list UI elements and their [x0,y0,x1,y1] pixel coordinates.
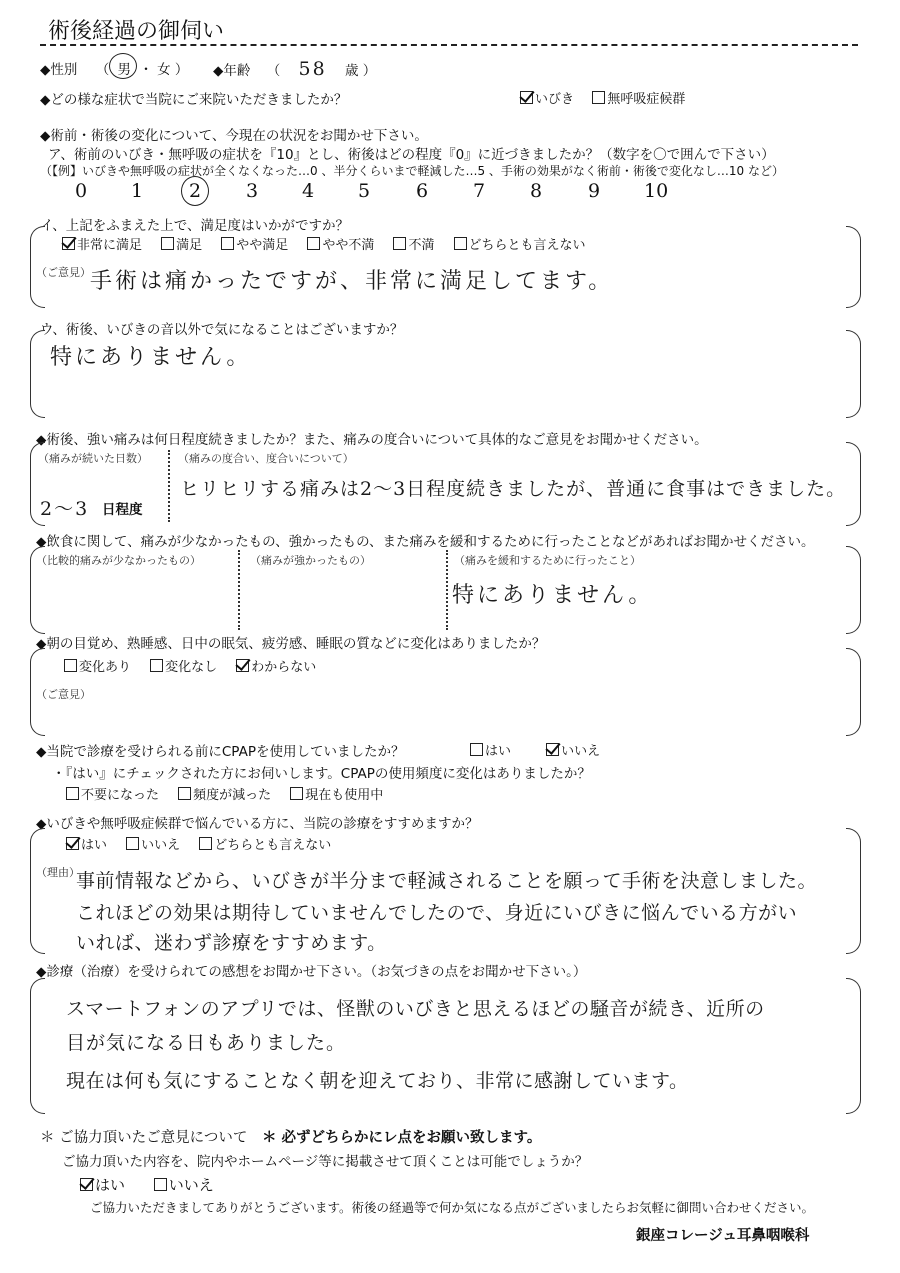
q10-text: ◆診療（治療）を受けられての感想をお聞かせ下さい。（お気づきの点をお聞かせ下さい。） [36,964,587,980]
consent-option-yes[interactable] [80,1174,125,1195]
gender-male-label: 男 [117,62,131,78]
q4-text: ウ、術後、いびきの音以外で気になることはございますか？ [40,322,404,338]
q7-option-no-change[interactable] [150,656,217,675]
q5-degree-answer[interactable]: ヒリヒリする痛みは2〜3日程度続きましたが、普通に食事はできました。 [180,478,847,500]
footer-thanks: ご協力いただきましてありがとうございます。術後の経過等で何か気になる点がございましたらお気軽に御問い合わせください。 [90,1200,815,1215]
age-unit: 歳 [344,63,359,79]
consent-option-no[interactable] [154,1174,214,1195]
q9-text: ◆いびきや無呼吸症候群で悩んでいる方に、当院の診療をすすめますか？ [36,816,479,832]
q3-option-satisfied[interactable] [161,234,202,253]
q6-text: ◆飲食に関して、痛みが少なかったもの、強かったもの、また痛みを緩和するために行ったことなどがあればお聞かせください。 [36,534,815,550]
age-row: ◆年齢 （ 58 歳 ） [213,58,377,80]
checkbox-checked [80,1178,93,1191]
checkbox [307,237,320,250]
q9-reason-line-1[interactable]: 事前情報などから、いびきが半分まで軽減されることを願って手術を決意しました。 [76,870,818,892]
q9-reason-label: （理由） [36,866,80,879]
consent-heading-2: ＊ 必ずどちらかにレ点をお願い致します。 [261,1130,542,1146]
scale-option-10[interactable]: 10 [644,180,669,202]
q9-options [66,834,345,853]
q1-option-snoring[interactable] [520,88,574,107]
q8-sub-options [66,784,397,803]
q8-option-no[interactable] [546,740,600,759]
checkbox [66,787,79,800]
q3-option-label: やや不満 [322,238,375,253]
checkbox [64,659,77,672]
q9-option-yes[interactable] [66,834,107,853]
q7-options [64,656,330,675]
q6-divider-2 [446,550,448,630]
q3-option-label: どちらとも言えない [468,238,586,253]
q8-options [470,740,614,759]
age-value[interactable]: 58 [298,58,327,80]
scale-option-7[interactable]: 7 [473,180,486,202]
scale-option-6[interactable]: 6 [416,180,429,202]
q5-degree-label: （痛みの度合い、度合いについて） [178,452,354,465]
q10-bracket-left [30,978,45,1114]
q8-sub-option-label: 現在も使用中 [305,788,384,803]
gender-male-circle [109,53,137,79]
q3-option-very-satisfied[interactable] [62,234,142,253]
scale-option-5[interactable]: 5 [358,180,371,202]
consent-heading [40,1126,541,1147]
q7-option-label: 変化あり [79,660,132,675]
q9-option-no[interactable] [126,834,180,853]
checkbox [592,91,605,104]
q2-example: （【例】いびきや無呼吸の症状が全くなくなった…0 、半分くらいまで軽減した…5 、手術の効果がなく術前・術後で変化なし…10 など） [40,164,784,178]
q7-option-unknown[interactable] [236,656,316,675]
gender-female-option[interactable]: 女 [157,62,171,78]
q7-option-label: 変化なし [165,660,218,675]
q5-days-value[interactable]: 2〜3 [40,498,90,520]
q1-option-label: いびき [535,92,575,107]
q5-divider [168,450,170,522]
scale-option-8[interactable]: 8 [530,180,543,202]
consent-options [80,1174,228,1195]
consent-heading-1: ＊ ご協力頂いたご意見について [40,1130,248,1146]
q6-col1-label: （比較的痛みが少なかったもの） [36,554,201,567]
q8-option-yes[interactable] [470,740,511,759]
checkbox [290,787,303,800]
q10-bracket-right [846,978,861,1114]
q2-a-text: ア、術前のいびき・無呼吸の症状を『10』とし、術後はどの程度『0』に近づきましたか？（数字を〇で囲んで下さい） [48,147,775,163]
scale-option-1[interactable]: 1 [131,180,144,202]
consent-question: ご協力頂いた内容を、院内やホームページ等に掲載させて頂くことは可能でしょうか？ [62,1154,589,1170]
q3-option-label: やや満足 [236,238,289,253]
q1-option-apnea[interactable] [592,88,685,107]
q5-text: ◆術後、強い痛みは何日程度続きましたか？また、痛みの度合いについて具体的なご意見をお聞かせください。 [36,432,708,448]
scale-selected-circle [181,176,209,206]
q8-sub-option-label: 不要になった [81,788,160,803]
q9-bracket-right [846,828,861,954]
q1-option-label: 無呼吸症候群 [607,92,686,107]
q4-answer[interactable]: 特にありません。 [50,345,252,370]
gender-row: ◆性別 （ 男 ・ 女 ） [40,58,188,78]
checkbox [454,237,467,250]
checkbox-checked [62,237,75,250]
checkbox [154,1178,167,1191]
consent-option-label: いいえ [168,1176,214,1194]
scale-option-9[interactable]: 9 [588,180,601,202]
gender-male-option[interactable] [113,58,135,78]
q8-sub-text: ・『はい』にチェックされた方にお伺いします。CPAPの使用頻度に変化はありましたか？ [52,766,591,782]
q2-scale [60,180,700,208]
q3-option-label: 満足 [176,238,203,253]
q8-sub-option-still-using[interactable] [290,784,383,803]
q7-option-label: わからない [251,660,317,675]
q3-option-somewhat-dissatisfied[interactable] [307,234,374,253]
q9-option-neutral[interactable] [199,834,331,853]
checkbox-checked [520,91,533,104]
q9-option-label: いいえ [141,838,181,853]
q1-options [520,88,699,107]
q2-text: ◆術前・術後の変化について、今現在の状況をお聞かせ下さい。 [40,128,428,144]
q7-comment-label: （ご意見） [36,688,91,701]
checkbox [178,787,191,800]
q5-bracket-right [846,442,861,526]
q1-text: ◆どの様な症状で当院にご来院いただきましたか？ [40,92,348,108]
q9-option-label: どちらとも言えない [214,838,332,853]
title-divider [40,44,858,46]
q5-days-label: （痛みが続いた日数） [38,452,148,465]
q3-option-dissatisfied[interactable] [393,234,434,253]
q8-sub-option-unneeded[interactable] [66,784,159,803]
q9-bracket-left [30,828,45,954]
scale-option-3[interactable]: 3 [246,180,259,202]
q8-sub-option-reduced[interactable] [178,784,271,803]
checkbox-checked [546,743,559,756]
q5-days-unit: 日程度 [102,502,143,518]
q3-options [62,234,600,253]
q6-col3-answer[interactable]: 特にありません。 [452,583,654,608]
checkbox [470,743,483,756]
q3-comment[interactable]: 手術は痛かったですが、非常に満足してます。 [90,269,614,294]
q6-col3-label: （痛みを緩和するために行ったこと） [454,554,641,567]
checkbox [161,237,174,250]
q8-option-label: いいえ [561,744,601,759]
q6-divider-1 [238,550,240,630]
q4-bracket-right [846,330,861,418]
q10-line-2[interactable]: 目が気になる日もありました。 [66,1032,347,1054]
age-label: ◆年齢 [213,63,251,79]
q3-option-neutral[interactable] [454,234,586,253]
q7-bracket-right [846,648,861,736]
checkbox [221,237,234,250]
gender-label: ◆性別 [40,62,78,78]
clinic-name: 銀座コレージュ耳鼻咽喉科 [636,1228,810,1244]
gender-separator: ・ [139,62,153,78]
q9-option-label: はい [81,838,108,853]
q3-option-label: 不満 [408,238,435,253]
q9-reason-line-3[interactable]: いれば、迷わず診療をすすめます。 [76,932,387,954]
scale-option-2[interactable]: 2 [189,180,202,202]
q3-option-label: 非常に満足 [77,238,143,253]
scale-option-0[interactable]: 0 [75,180,88,202]
consent-option-label: はい [95,1176,126,1194]
q6-bracket-right [846,546,861,634]
checkbox-checked [236,659,249,672]
q9-reason-line-2[interactable]: これほどの効果は期待していませんでしたので、身近にいびきに悩んでいる方がい [76,902,798,924]
q10-line-3[interactable]: 現在は何も気にすることなく朝を迎えており、非常に感謝しています。 [66,1070,689,1092]
q8-sub-option-label: 頻度が減った [193,788,272,803]
page-title: 術後経過の御伺い [48,19,225,44]
q8-option-label: はい [485,744,512,759]
scale-option-4[interactable]: 4 [302,180,315,202]
q6-col2-label: （痛みが強かったもの） [250,554,371,567]
q8-text: ◆当院で診療を受けられる前にCPAPを使用していましたか？ [36,744,405,760]
checkbox [150,659,163,672]
q3-option-somewhat-satisfied[interactable] [221,234,288,253]
q7-option-changed[interactable] [64,656,131,675]
checkbox [393,237,406,250]
q10-line-1[interactable]: スマートフォンのアプリでは、怪獣のいびきと思えるほどの騒音が続き、近所の [66,998,765,1020]
q3-text: イ、上記をふまえた上で、満足度はいかがですか？ [40,218,350,234]
q3-bracket-right [846,226,861,308]
checkbox [199,837,212,850]
q4-bracket-left [30,330,45,418]
q3-comment-label: （ご意見） [36,266,91,279]
q7-text: ◆朝の目覚め、熟睡感、日中の眠気、疲労感、睡眠の質などに変化はありましたか？ [36,636,546,652]
checkbox [126,837,139,850]
checkbox-checked [66,837,79,850]
